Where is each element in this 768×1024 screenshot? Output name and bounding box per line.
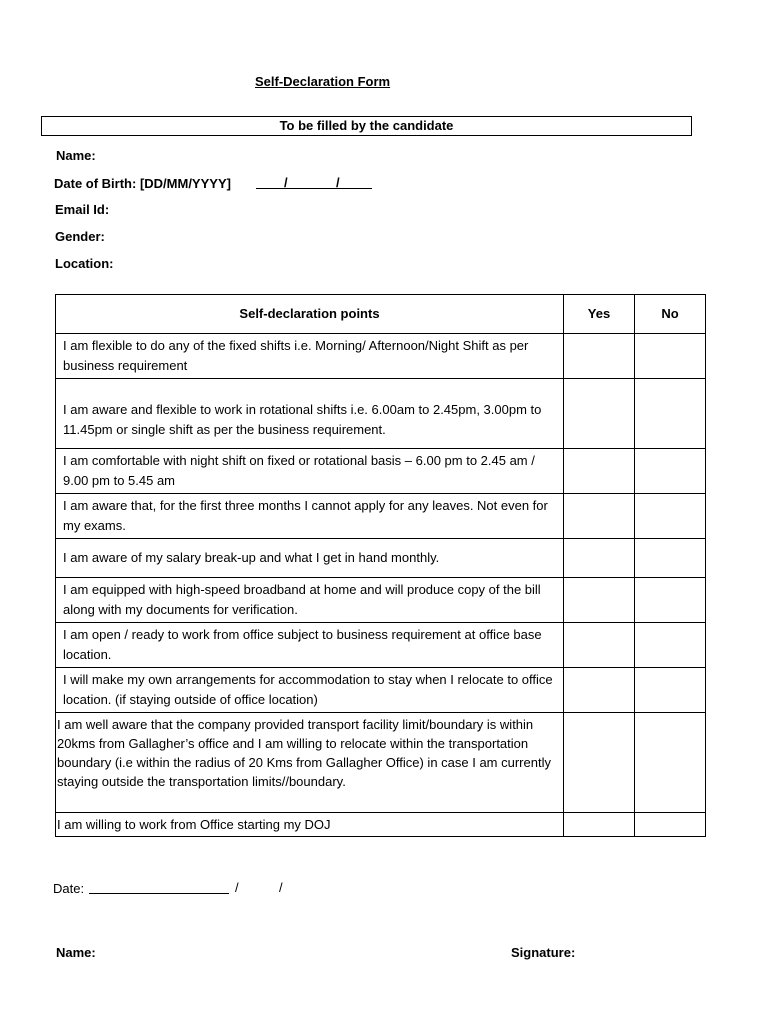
table-row (56, 623, 706, 668)
no-cell[interactable] (635, 813, 706, 837)
no-cell[interactable] (635, 449, 706, 494)
date-slash-2: / (279, 880, 283, 895)
dob-slash-2: / (336, 175, 340, 190)
row-text: I am open / ready to work from office subject to business requirement at office base location. (56, 623, 564, 668)
no-cell[interactable] (635, 379, 706, 449)
no-cell[interactable] (635, 334, 706, 379)
row-text: I will make my own arrangements for accommodation to stay when I relocate to office location. (if staying outside of office location) (56, 668, 564, 713)
date-blank[interactable] (89, 880, 289, 896)
yes-cell[interactable] (564, 713, 635, 813)
table-row (56, 494, 706, 539)
table-row (56, 379, 706, 449)
no-cell[interactable] (635, 623, 706, 668)
row-text: I am aware that, for the first three months I cannot apply for any leaves. Not even for my exams. (56, 494, 564, 539)
row-text: I am flexible to do any of the fixed shifts i.e. Morning/ Afternoon/Night Shift as per business requirement (56, 334, 564, 379)
location-label: Location: (55, 256, 114, 271)
table-row (56, 713, 706, 813)
date-underline (89, 893, 229, 894)
yes-cell[interactable] (564, 449, 635, 494)
yes-cell[interactable] (564, 539, 635, 578)
dob-label: Date of Birth: [DD/MM/YYYY] (54, 176, 231, 191)
self-declaration-table (55, 294, 706, 837)
dob-blank[interactable] (256, 174, 372, 190)
table-row (56, 449, 706, 494)
row-text: I am comfortable with night shift on fixed or rotational basis – 6.00 pm to 2.45 am / 9.00 pm to 5.45 am (56, 449, 564, 494)
row-text: I am aware of my salary break-up and what I get in hand monthly. (56, 539, 564, 578)
table-header-row (56, 295, 706, 334)
header-points: Self-declaration points (56, 295, 564, 334)
yes-cell[interactable] (564, 379, 635, 449)
form-title: Self-Declaration Form (255, 74, 391, 89)
yes-cell[interactable] (564, 494, 635, 539)
yes-cell[interactable] (564, 578, 635, 623)
row-text: I am aware and flexible to work in rotational shifts i.e. 6.00am to 2.45pm, 3.00pm to 11.45pm or single shift as per the business requirement. (56, 379, 564, 449)
header-yes: Yes (564, 295, 635, 334)
gender-label: Gender: (55, 229, 105, 244)
candidate-banner: To be filled by the candidate (41, 116, 692, 136)
table-row (56, 578, 706, 623)
date-label: Date: (53, 881, 85, 896)
date-slash-1: / (235, 880, 239, 895)
table-row (56, 334, 706, 379)
yes-cell[interactable] (564, 813, 635, 837)
row-text: I am well aware that the company provided transport facility limit/boundary is within 20kms from Gallagher’s office and I am willing to relocate within the transportation boundary (i.e within the radius of 20 Kms from Gallagher Office) in case I am currently staying outside the transportation limits//boundary. (56, 713, 564, 813)
no-cell[interactable] (635, 494, 706, 539)
name-label: Name: (56, 148, 96, 163)
no-cell[interactable] (635, 668, 706, 713)
dob-underline (256, 188, 372, 189)
no-cell[interactable] (635, 578, 706, 623)
row-text: I am willing to work from Office starting my DOJ (56, 813, 564, 837)
table-row (56, 813, 706, 837)
yes-cell[interactable] (564, 668, 635, 713)
email-label: Email Id: (55, 202, 110, 217)
footer-name-label: Name: (56, 945, 96, 960)
no-cell[interactable] (635, 713, 706, 813)
table-row (56, 539, 706, 578)
yes-cell[interactable] (564, 334, 635, 379)
signature-label: Signature: (511, 945, 576, 960)
header-no: No (635, 295, 706, 334)
no-cell[interactable] (635, 539, 706, 578)
yes-cell[interactable] (564, 623, 635, 668)
table-row (56, 668, 706, 713)
row-text: I am equipped with high-speed broadband at home and will produce copy of the bill along with my documents for verification. (56, 578, 564, 623)
dob-slash-1: / (284, 175, 288, 190)
